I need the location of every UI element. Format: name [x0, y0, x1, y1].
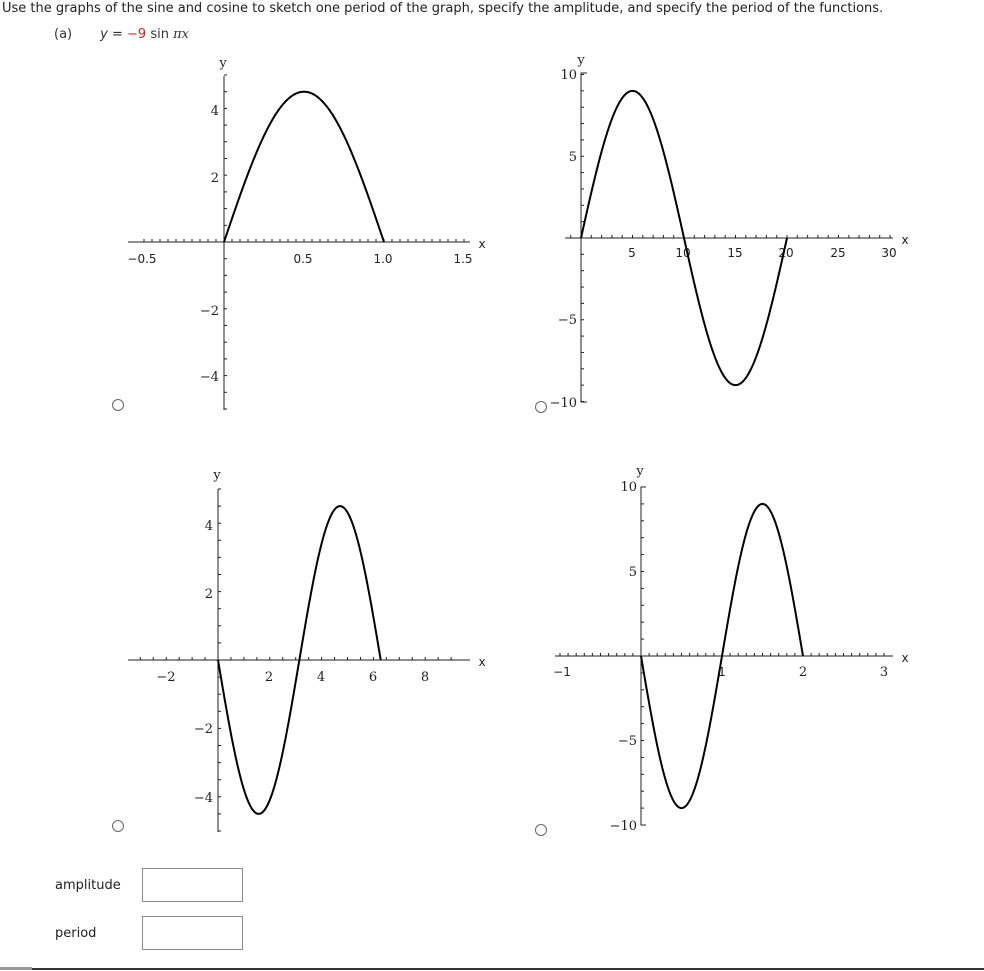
- function-coefficient: −9: [127, 27, 147, 42]
- x-tick-label: 1.5: [453, 252, 473, 266]
- x-tick-label: 2: [798, 665, 808, 680]
- x-tick-label: 20: [778, 246, 794, 260]
- function-sin: sin: [146, 27, 174, 42]
- y-tick-label: 2: [204, 587, 213, 602]
- y-tick-label: −10: [549, 396, 577, 411]
- x-axis-label: x: [478, 237, 486, 251]
- choice-2-radio[interactable]: [535, 401, 547, 413]
- function-lhs: y: [100, 27, 108, 42]
- function-equals: =: [107, 27, 128, 42]
- x-tick-label: 8: [420, 670, 430, 685]
- x-tick-label: 6: [368, 670, 378, 685]
- y-tick-label: −2: [199, 304, 219, 319]
- x-tick-label: 1.0: [373, 252, 393, 266]
- x-tick-label: 15: [727, 246, 743, 260]
- x-tick-label: −1: [553, 665, 571, 679]
- x-axis-label: x: [901, 651, 909, 665]
- x-tick-label: 3: [879, 665, 889, 680]
- amplitude-label: amplitude: [55, 878, 121, 893]
- instructions-text: Use the graphs of the sine and cosine to sketch one period of the graph, specify the amplitude, and specify the period of the functions.: [2, 1, 884, 16]
- y-axis-label: y: [213, 468, 221, 483]
- x-tick-label: −2: [156, 670, 176, 685]
- y-tick-label: −5: [557, 313, 577, 328]
- choice-4-radio[interactable]: [535, 824, 547, 836]
- x-tick-label: 4: [316, 670, 326, 685]
- x-axis-label: x: [901, 233, 909, 247]
- function-argument: πx: [173, 27, 189, 42]
- y-tick-label: 10: [560, 68, 577, 83]
- x-tick-label: −0.5: [127, 252, 157, 266]
- y-axis-label: y: [636, 464, 644, 479]
- y-tick-label: −5: [617, 734, 637, 749]
- y-tick-label: −4: [193, 791, 213, 806]
- y-axis-label: y: [577, 53, 585, 68]
- amplitude-input[interactable]: [142, 868, 243, 902]
- x-tick-label: 10: [675, 246, 691, 260]
- y-tick-label: −2: [193, 722, 213, 737]
- y-tick-label: 4: [210, 104, 219, 119]
- y-tick-label: 5: [568, 150, 577, 165]
- scrollbar-thumb[interactable]: [0, 967, 32, 970]
- x-tick-label: 30: [881, 246, 897, 260]
- x-axis-label: x: [478, 655, 486, 669]
- part-label: (a): [54, 27, 73, 42]
- x-tick-label: 1: [718, 665, 726, 679]
- y-tick-label: 2: [210, 171, 219, 186]
- bottom-scrollbar[interactable]: [0, 968, 984, 970]
- x-tick-label: 0.5: [293, 252, 313, 266]
- y-tick-label: 10: [620, 480, 637, 495]
- choice-1-radio[interactable]: [112, 399, 124, 411]
- x-tick-label: 5: [628, 246, 636, 260]
- period-label: period: [55, 926, 97, 941]
- x-tick-label: 2: [264, 670, 274, 685]
- y-tick-label: −10: [609, 819, 637, 834]
- y-tick-label: −4: [199, 370, 219, 385]
- x-tick-label: 25: [830, 246, 846, 260]
- choice-3-radio[interactable]: [112, 820, 124, 832]
- y-tick-label: 5: [628, 565, 637, 580]
- y-tick-label: 4: [204, 519, 213, 534]
- period-input[interactable]: [142, 916, 243, 950]
- y-axis-label: y: [219, 56, 227, 71]
